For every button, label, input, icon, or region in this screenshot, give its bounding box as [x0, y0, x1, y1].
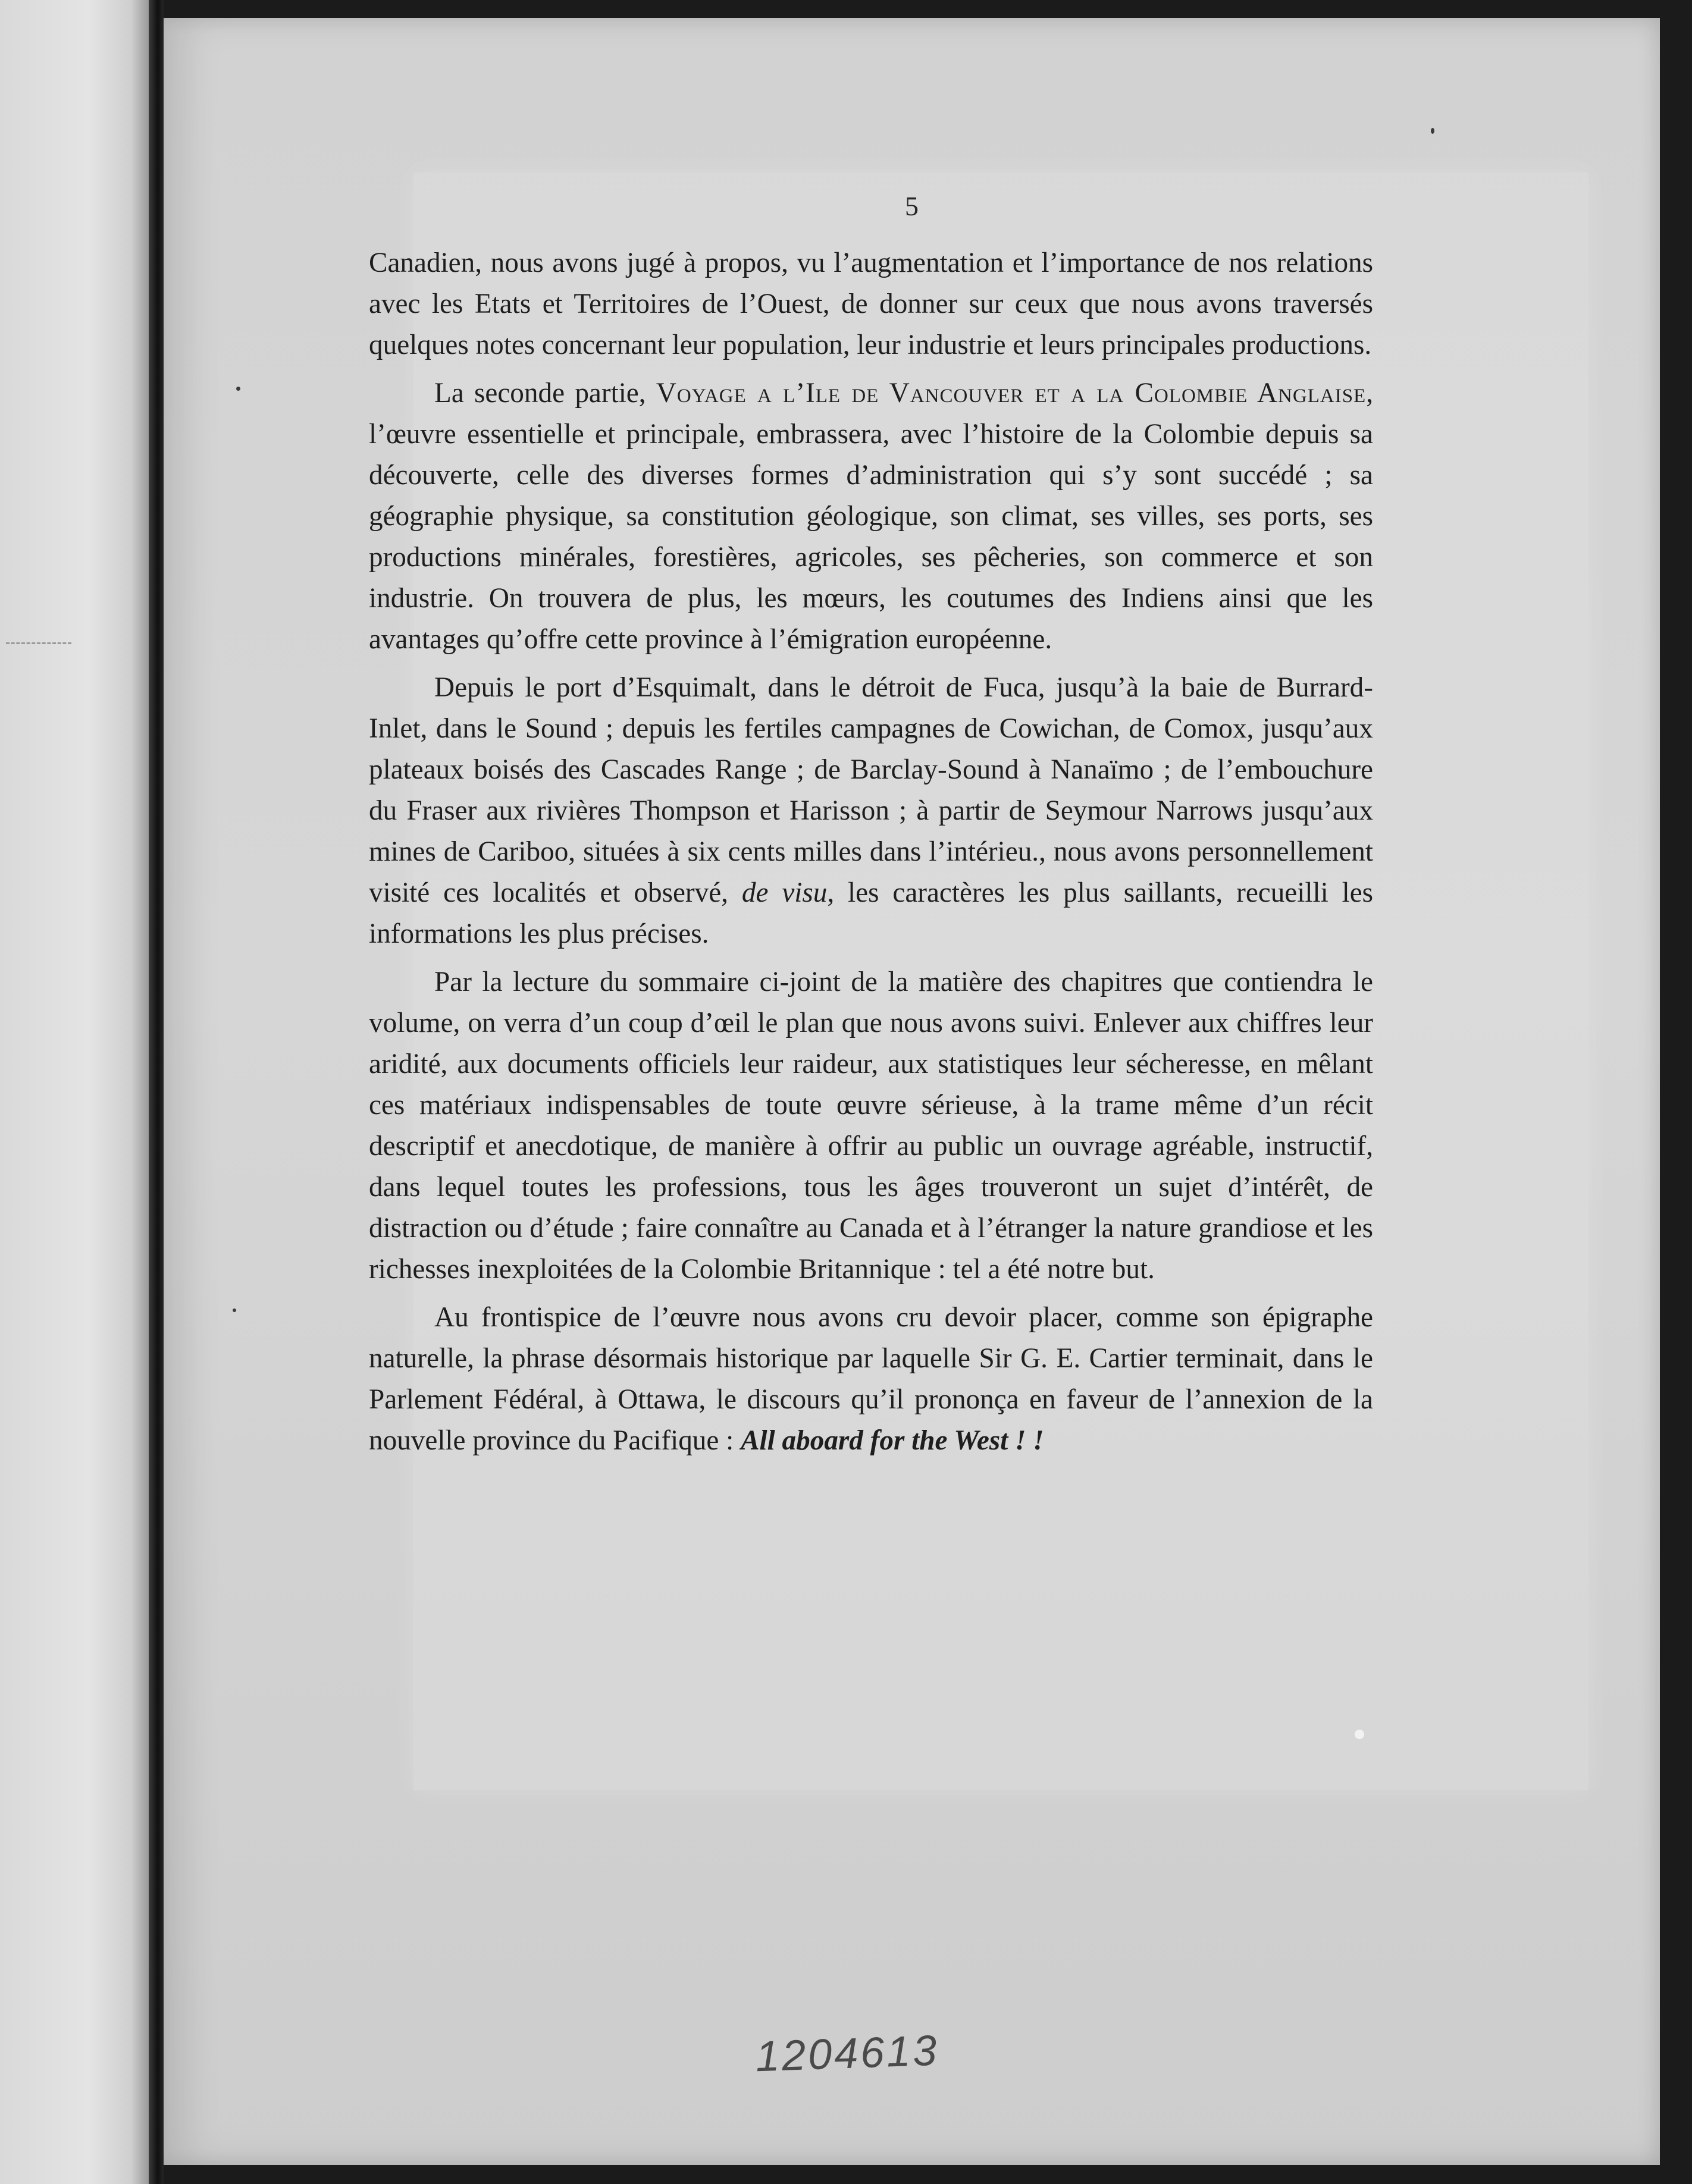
speck [1355, 1730, 1364, 1739]
paragraph-3-tail: , les caractères les plus saillants, recueilli les informations les plus précises. [369, 877, 1374, 949]
closing-quote: All aboard for the West ! ! [741, 1425, 1044, 1456]
paragraph-2-lead: La seconde partie, [434, 378, 656, 409]
handwritten-catalog-number: 1204613 [754, 2026, 940, 2081]
body-text [369, 243, 1373, 1468]
paragraph-1: Canadien, nous avons jugé à propos, vu l’augmentation et l’importance de nos relations avec les Etats et Territoires de l’Ouest, de donner sur ceux que nous avons traversés quelques notes concernant leur population, leur industrie et leurs principales productions. [369, 247, 1373, 360]
book-part-title: Voyage a l’Ile de Vancouver et a la Colombie Anglaise [656, 378, 1367, 409]
previous-page-edge [0, 0, 149, 2184]
paragraph-3-text: Depuis le port d’Esquimalt, dans le détroit de Fuca, jusqu’à la baie de Burrard-Inlet, dans le Sound ; depuis les fertiles campagnes de Cowichan, de Comox, jusqu’aux plateaux boisés des Cascades Range ; de Barclay-Sound à Nanaïmo ; de l’embouchure du Fraser aux rivières Thompson et Harisson ; à partir de Seymour Narrows jusqu’aux mines de Cariboo, situées à six cents milles dans l’intérieu., nous avons personnellement visité ces localités et observé, [369, 672, 1373, 908]
paragraph-4: Par la lecture du sommaire ci-joint de la matière des chapitres que contiendra le volume, on verra d’un coup d’œil le plan que nous avons suivi. Enlever aux chiffres leur aridité, aux documents officiels leur raideur, aux statistiques leur sécheresse, en mêlant ces matériaux indispensables de toute œuvre sérieuse, à la trame même d’un récit descriptif et anecdotique, de manière à offrir au public un ouvrage agréable, instructif, dans lequel toutes les professions, tous les âges trouveront un sujet d’intérêt, de distraction ou d’étude ; faire connaître au Canada et à l’étranger la nature grandiose et les richesses inexploitées de la Colombie Britannique : tel a été notre but. [369, 967, 1373, 1285]
dashed-mark [6, 642, 71, 644]
page [164, 18, 1660, 2165]
paragraph-5-text: Au frontispice de l’œuvre nous avons cru devoir placer, comme son épigraphe naturelle, la phrase désormais historique par laquelle Sir G. E. Cartier terminait, dans le Parlement Fédéral, à Ottawa, le discours qu’il prononça en faveur de l’annexion de la nouvelle province du Pacifique : [369, 1302, 1373, 1456]
paragraph-2 [369, 373, 1373, 660]
page-number: 5 [905, 191, 919, 221]
book-gutter [149, 0, 164, 2184]
paragraph-5 [369, 1297, 1373, 1461]
speck [236, 387, 240, 391]
paragraph-3 [369, 667, 1373, 955]
paragraph-2-rest: , l’œuvre essentielle et principale, embrassera, avec l’histoire de la Colombie depuis sa découverte, celle des diverses formes d’administration qui s’y sont succédé ; sa géographie physique, sa constitution géologique, son climat, ses villes, ses ports, ses productions minérales, forestières, agricoles, ses pêcheries, son commerce et son industrie. On trouvera de plus, les mœurs, les coutumes des Indiens ainsi que les avantages qu’offre cette province à l’émigration européenne. [369, 378, 1373, 655]
italic-phrase: de visu [741, 877, 828, 908]
speck [1431, 128, 1434, 134]
speck [233, 1308, 236, 1312]
